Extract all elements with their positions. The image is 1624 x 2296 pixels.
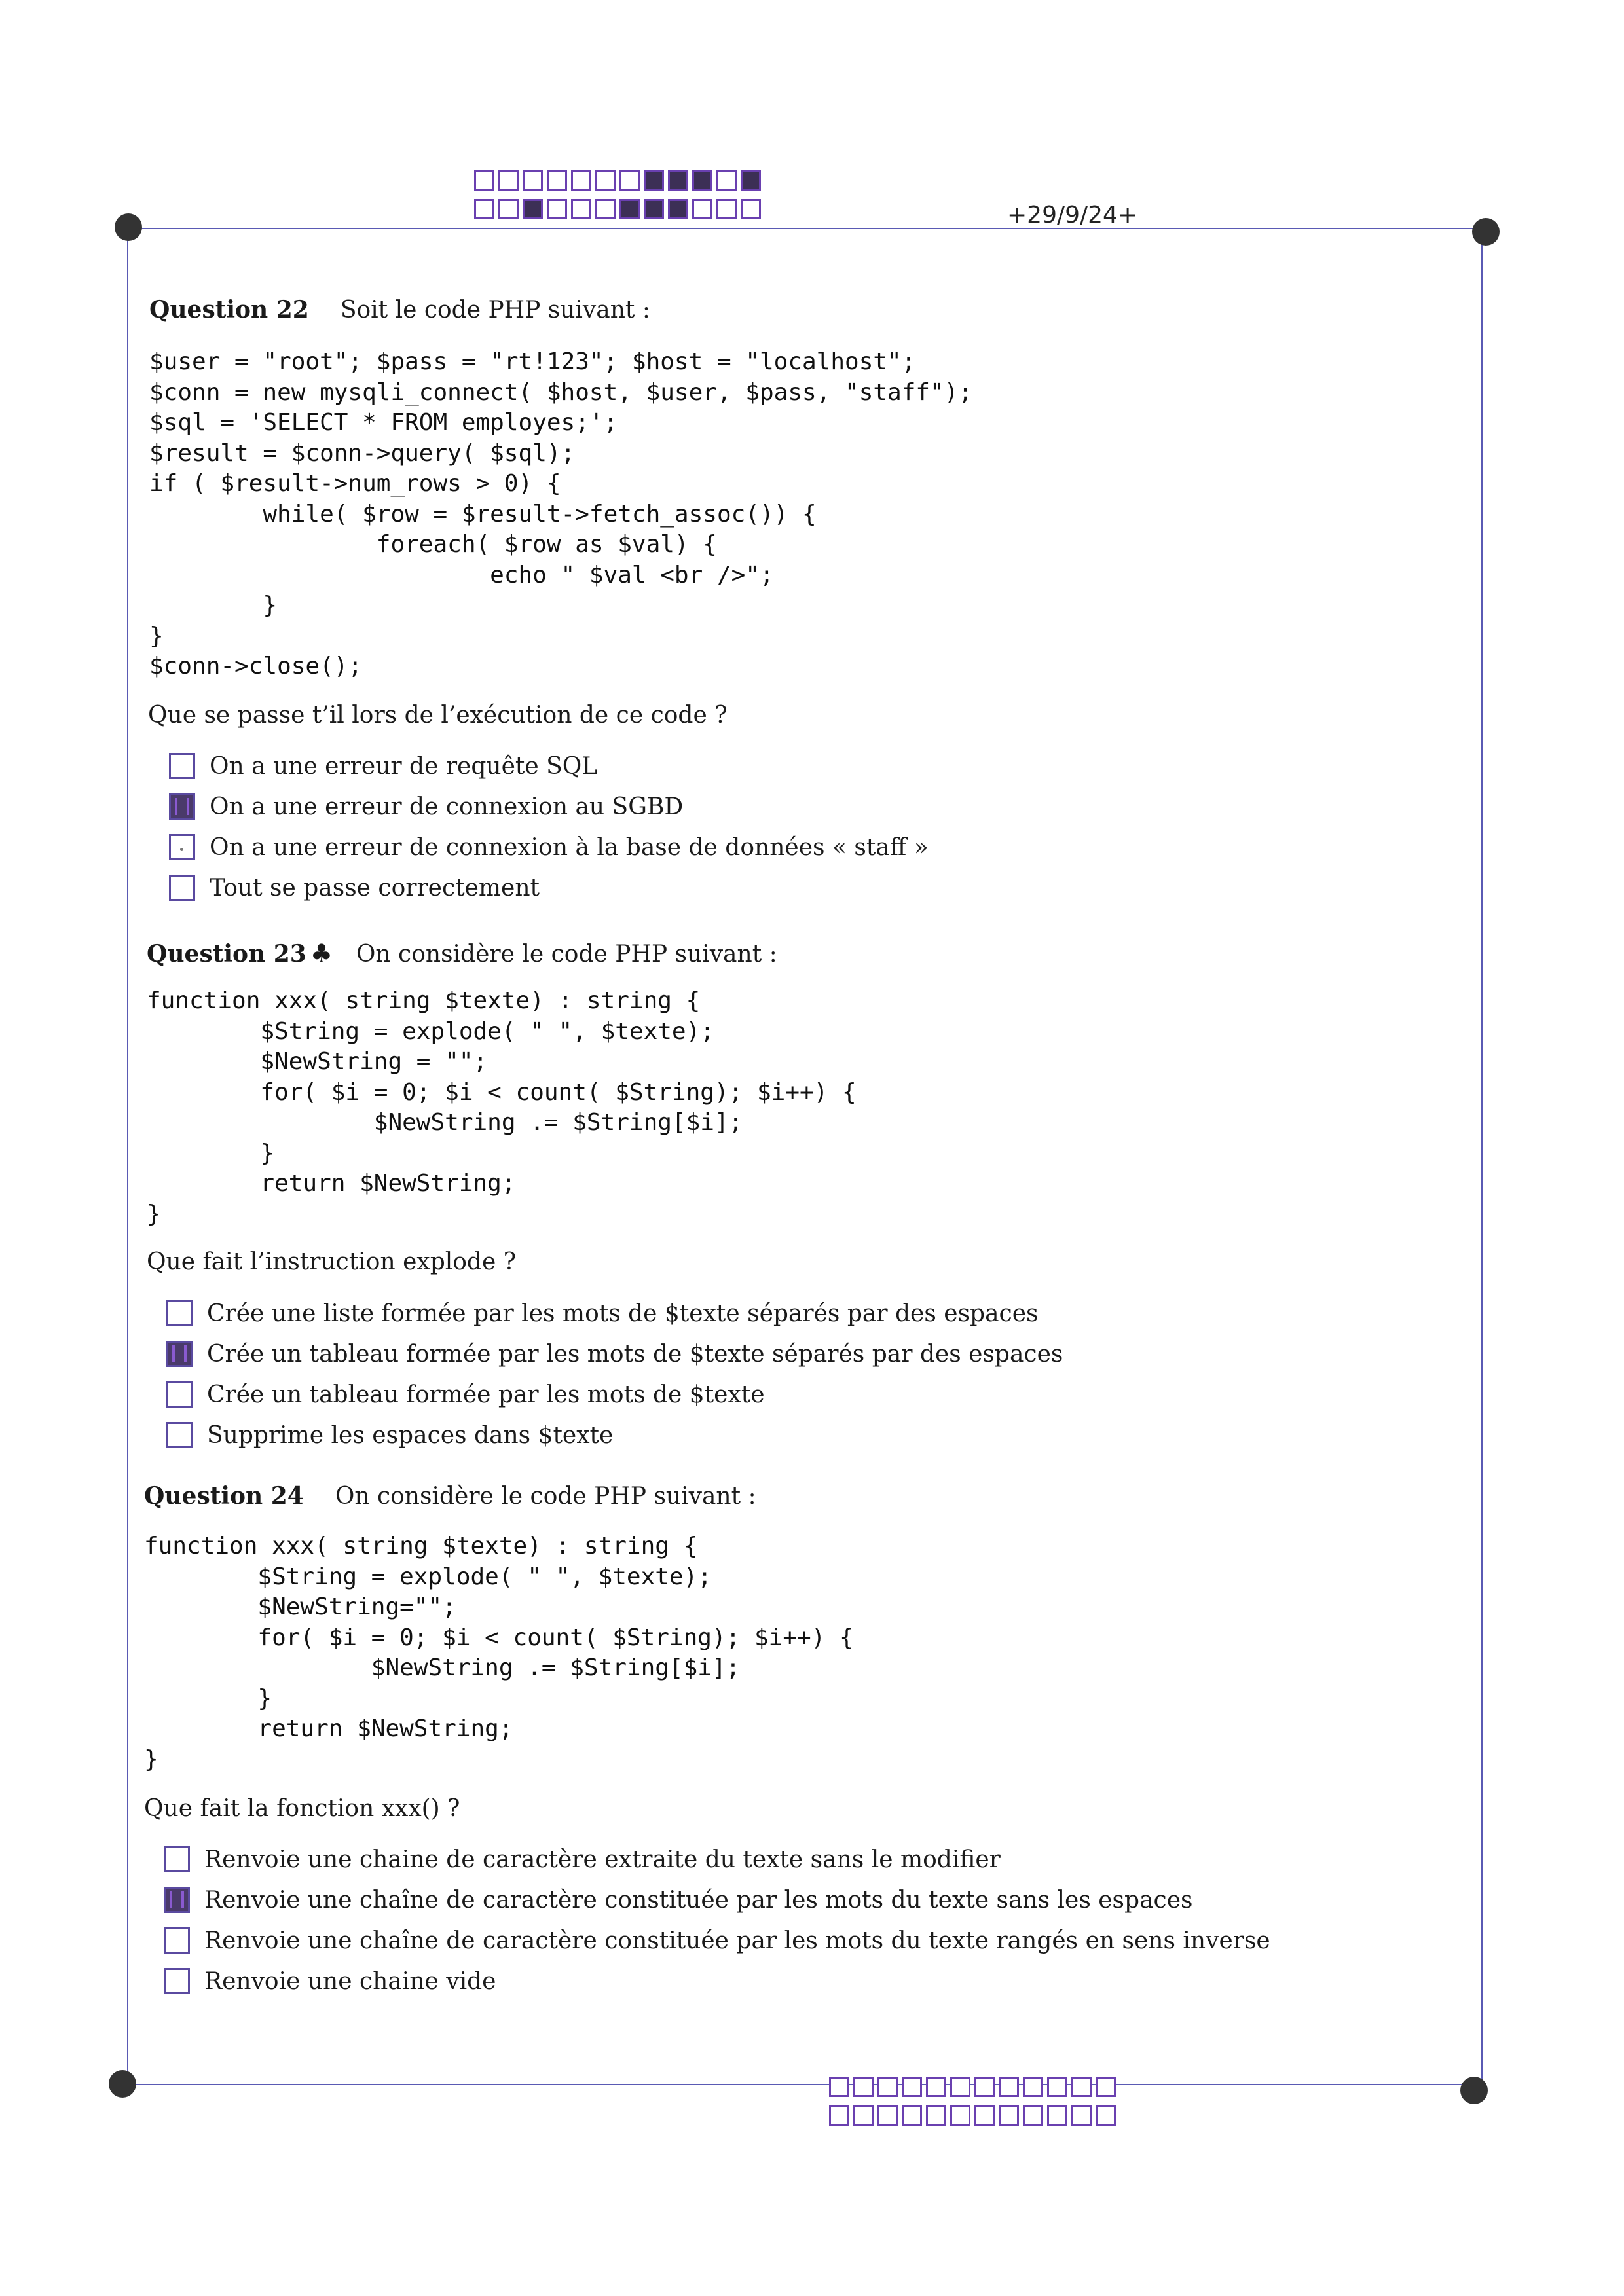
answer-label: On a une erreur de requête SQL xyxy=(210,752,598,780)
answer-option[interactable] xyxy=(166,1374,1063,1415)
corner-marker-bottom-left xyxy=(109,2070,136,2098)
id-code-cell xyxy=(692,170,712,191)
id-code-cell xyxy=(1047,2105,1067,2126)
answer-checkbox[interactable] xyxy=(166,1341,193,1367)
corner-marker-top-right xyxy=(1472,218,1500,246)
answer-list xyxy=(164,1839,1270,2001)
id-code-cell xyxy=(498,199,519,219)
id-code-cell xyxy=(1071,2077,1092,2097)
question-number: Question 24 xyxy=(144,1482,304,1510)
id-code-cell xyxy=(547,199,567,219)
question-number: Question 23 xyxy=(147,940,306,968)
id-code-cell xyxy=(595,199,616,219)
id-code-cell xyxy=(668,199,688,219)
frame-bottom-line xyxy=(122,2084,1479,2085)
answer-list xyxy=(166,1293,1063,1455)
id-code-cell xyxy=(1047,2077,1067,2097)
question-title xyxy=(147,939,777,968)
id-code-cell xyxy=(974,2077,995,2097)
id-code-cell xyxy=(668,170,688,191)
id-code-cell xyxy=(902,2105,922,2126)
answer-label: Crée un tableau formée par les mots de $texte séparés par des espaces xyxy=(207,1340,1063,1368)
question-intro: Soit le code PHP suivant : xyxy=(340,297,650,323)
answer-option[interactable] xyxy=(169,867,929,908)
answer-label: On a une erreur de connexion à la base de données « staff » xyxy=(210,833,929,861)
answer-checkbox[interactable] xyxy=(164,1927,190,1954)
id-code-cell xyxy=(595,170,616,191)
id-code-cell xyxy=(829,2077,849,2097)
answer-label: Tout se passe correctement xyxy=(210,874,540,902)
id-code-cell xyxy=(999,2105,1019,2126)
answer-checkbox[interactable] xyxy=(169,753,195,779)
answer-label: On a une erreur de connexion au SGBD xyxy=(210,793,684,820)
id-code-cell xyxy=(974,2105,995,2126)
answer-option[interactable] xyxy=(169,746,929,786)
id-code-cell xyxy=(523,170,543,191)
id-code-cell xyxy=(498,170,519,191)
id-code-cell xyxy=(619,170,640,191)
id-code-cell xyxy=(716,170,737,191)
id-code-cell xyxy=(474,170,494,191)
id-code-cell xyxy=(644,199,664,219)
question-intro: On considère le code PHP suivant : xyxy=(335,1483,756,1510)
answer-option[interactable] xyxy=(169,827,929,867)
answer-label: Crée un tableau formée par les mots de $texte xyxy=(207,1381,765,1408)
answer-checkbox[interactable] xyxy=(166,1300,193,1326)
id-code-cell xyxy=(1096,2077,1116,2097)
id-code-cell xyxy=(1096,2105,1116,2126)
answer-checkbox[interactable] xyxy=(164,1968,190,1994)
answer-checkbox[interactable] xyxy=(164,1846,190,1872)
id-code-cell xyxy=(853,2077,874,2097)
frame-top-line xyxy=(128,228,1485,229)
id-code-cell xyxy=(619,199,640,219)
id-code-cell xyxy=(547,170,567,191)
id-code-cell xyxy=(571,199,591,219)
id-code-cell xyxy=(523,199,543,219)
answer-label: Renvoie une chaine vide xyxy=(204,1967,496,1995)
answer-option[interactable] xyxy=(169,786,929,827)
id-code-cell xyxy=(877,2077,898,2097)
answer-checkbox[interactable] xyxy=(169,875,195,901)
id-code-cell xyxy=(571,170,591,191)
answer-option[interactable] xyxy=(164,1880,1270,1920)
answer-checkbox[interactable] xyxy=(166,1422,193,1448)
answer-label: Renvoie une chaîne de caractère constituée par les mots du texte rangés en sens inverse xyxy=(204,1927,1270,1954)
answer-label: Crée une liste formée par les mots de $texte séparés par des espaces xyxy=(207,1300,1039,1327)
code-block: function xxx( string $texte) : string { $String = explode( " ", $texte); $NewString = ""; for( $i = 0; $i < count( $String); $i++) { $NewString .= $String[$i]; } return $NewString; } xyxy=(147,987,857,1228)
id-code-cell xyxy=(902,2077,922,2097)
top-id-boxes-row-2 xyxy=(474,199,765,219)
question-title xyxy=(144,1482,756,1510)
id-code-cell xyxy=(741,199,761,219)
id-code-cell xyxy=(853,2105,874,2126)
id-code-cell xyxy=(950,2077,970,2097)
answer-option[interactable] xyxy=(166,1293,1063,1334)
code-block: function xxx( string $texte) : string { $String = explode( " ", $texte); $NewString=""; for( $i = 0; $i < count( $String); $i++) { $NewString .= $String[$i]; } return $NewString; } xyxy=(144,1533,854,1773)
answer-option[interactable] xyxy=(166,1415,1063,1455)
answer-option[interactable] xyxy=(164,1920,1270,1961)
id-code-cell xyxy=(829,2105,849,2126)
corner-marker-top-left xyxy=(115,213,142,241)
answer-label: Renvoie une chaine de caractère extraite du texte sans le modifier xyxy=(204,1846,1001,1873)
id-code-cell xyxy=(644,170,664,191)
id-code-cell xyxy=(474,199,494,219)
id-code-cell xyxy=(926,2105,946,2126)
id-code-cell xyxy=(1071,2105,1092,2126)
id-code-cell xyxy=(999,2077,1019,2097)
answer-list xyxy=(169,746,929,908)
page-id: +29/9/24+ xyxy=(1007,202,1138,228)
top-id-boxes-row-1 xyxy=(474,170,765,191)
id-code-cell xyxy=(950,2105,970,2126)
answer-checkbox[interactable] xyxy=(166,1381,193,1408)
frame-left-line xyxy=(127,228,128,2085)
answer-option[interactable] xyxy=(164,1839,1270,1880)
question-prompt: Que se passe t’il lors de l’exécution de ce code ? xyxy=(148,702,728,729)
id-code-cell xyxy=(1023,2105,1043,2126)
question-number: Question 22 xyxy=(149,296,309,323)
frame-right-line xyxy=(1481,230,1483,2085)
id-code-cell xyxy=(741,170,761,191)
club-icon: ♣ xyxy=(310,939,333,968)
question-intro: On considère le code PHP suivant : xyxy=(356,941,777,968)
bottom-id-boxes-row-2 xyxy=(829,2105,1120,2126)
id-code-cell xyxy=(926,2077,946,2097)
answer-checkbox[interactable] xyxy=(164,1887,190,1913)
code-block: $user = "root"; $pass = "rt!123"; $host = "localhost"; $conn = new mysqli_connect( $host, $user, $pass, "staff"); $sql = 'SELECT * FROM employes;'; $result = $conn->query( $sql); if ( $result->num_rows > 0) { while( $row = $result->fetch_assoc()) { foreach( $row as $val) { echo " $val <br />"; } } $conn->close(); xyxy=(149,348,973,680)
id-code-cell xyxy=(716,199,737,219)
question-prompt: Que fait la fonction xxx() ? xyxy=(144,1795,460,1822)
id-code-cell xyxy=(692,199,712,219)
answer-checkbox[interactable] xyxy=(169,793,195,820)
answer-label: Renvoie une chaîne de caractère constituée par les mots du texte sans les espaces xyxy=(204,1886,1193,1914)
bottom-id-boxes-row-1 xyxy=(829,2077,1120,2097)
answer-option[interactable] xyxy=(164,1961,1270,2001)
corner-marker-bottom-right xyxy=(1460,2077,1488,2104)
answer-option[interactable] xyxy=(166,1334,1063,1374)
id-code-cell xyxy=(877,2105,898,2126)
id-code-cell xyxy=(1023,2077,1043,2097)
answer-checkbox[interactable] xyxy=(169,834,195,860)
question-prompt: Que fait l’instruction explode ? xyxy=(147,1248,517,1275)
question-title xyxy=(149,296,650,323)
answer-label: Supprime les espaces dans $texte xyxy=(207,1421,614,1449)
